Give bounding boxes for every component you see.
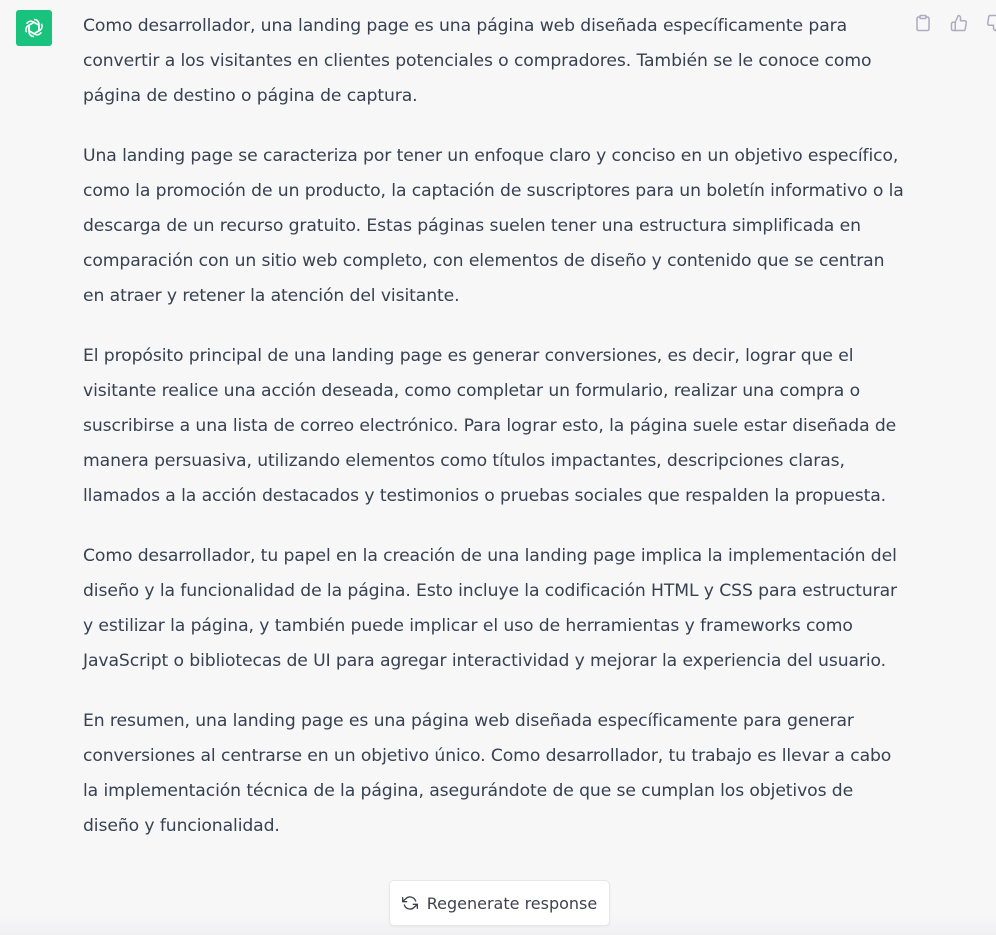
regenerate-label: Regenerate response — [426, 893, 598, 913]
thumbs-down-icon — [986, 14, 996, 32]
openai-logo-icon — [22, 16, 46, 40]
refresh-icon — [402, 895, 418, 911]
message-paragraph: Como desarrollador, tu papel en la creación de una landing page implica la implementación del diseño y la funcionalidad de la página. Esto incluye la codificación HTML y CSS para estructurar y estilizar la página, y también puede implicar el uso de herramientas y frameworks como JavaScript o bibliotecas de UI para agregar interactividad y mejorar la experiencia del usuario. — [83, 546, 898, 671]
regenerate-response-button[interactable] — [389, 880, 610, 926]
thumbs-up-icon — [950, 14, 968, 32]
copy-button[interactable] — [912, 12, 934, 34]
assistant-avatar — [16, 10, 52, 46]
clipboard-icon — [914, 14, 932, 32]
message-paragraph: Como desarrollador, una landing page es una página web diseñada específicamente para convertir a los visitantes en clientes potenciales o compradores. También se le conoce como página de destino o página de captura. — [83, 16, 872, 106]
thumbs-down-button[interactable] — [984, 12, 996, 34]
message-paragraph: Una landing page se caracteriza por tener un enfoque claro y conciso en un objetivo específico, como la promoción de un producto, la captación de suscriptores para un boletín informativo o la descarga de un recurso gratuito. Estas páginas suelen tener una estructura simplificada en comparación con un sitio web completo, con elementos de diseño y contenido que se centran en atraer y retener la atención del visitante. — [83, 146, 904, 306]
assistant-message-text — [83, 9, 908, 869]
message-actions — [912, 12, 996, 34]
message-paragraph: En resumen, una landing page es una página web diseñada específicamente para generar conversiones al centrarse en un objetivo único. Como desarrollador, tu trabajo es llevar a cabo la implementación técnica de la página, asegurándote de que se cumplan los objetivos de diseño y funcionalidad. — [83, 711, 892, 836]
message-paragraph: El propósito principal de una landing page es generar conversiones, es decir, lograr que el visitante realice una acción deseada, como completar un formulario, realizar una compra o suscribirse a una lista de correo electrónico. Para lograr esto, la página suele estar diseñada de manera persuasiva, utilizando elementos como títulos impactantes, descripciones claras, llamados a la acción destacados y testimonios o pruebas sociales que respalden la propuesta. — [83, 346, 897, 506]
thumbs-up-button[interactable] — [948, 12, 970, 34]
